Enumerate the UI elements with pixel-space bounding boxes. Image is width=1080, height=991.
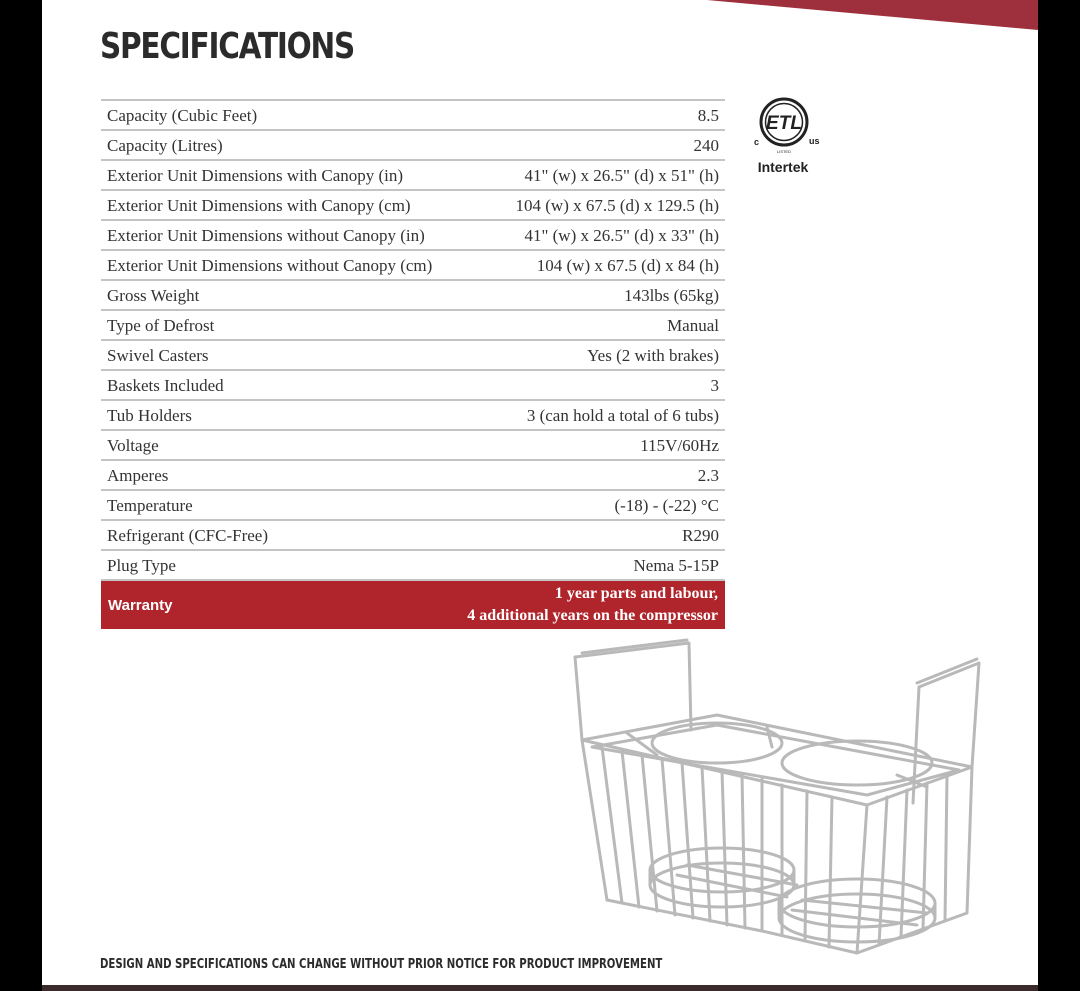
spec-row xyxy=(101,550,725,580)
spec-row xyxy=(101,520,725,550)
spec-value: 143lbs (65kg) xyxy=(451,280,725,310)
spec-value: Manual xyxy=(451,310,725,340)
page-title: SPECIFICATIONS xyxy=(100,26,355,67)
spec-value: 104 (w) x 67.5 (d) x 84 (h) xyxy=(451,250,725,280)
intertek-caption: Intertek xyxy=(757,159,809,175)
spec-label: Temperature xyxy=(101,490,451,520)
spec-value: 3 (can hold a total of 6 tubs) xyxy=(451,400,725,430)
specifications-table xyxy=(101,99,725,629)
etl-left-letter: c xyxy=(754,137,760,147)
spec-row xyxy=(101,130,725,160)
spec-value: 41" (w) x 26.5" (d) x 51" (h) xyxy=(451,160,725,190)
spec-value: 104 (w) x 67.5 (d) x 129.5 (h) xyxy=(451,190,725,220)
spec-row xyxy=(101,280,725,310)
spec-value: Yes (2 with brakes) xyxy=(451,340,725,370)
spec-value: 240 xyxy=(451,130,725,160)
warranty-value-line-1: 1 year parts and labour, xyxy=(554,585,718,602)
spec-row xyxy=(101,400,725,430)
spec-row xyxy=(101,490,725,520)
spec-row xyxy=(101,190,725,220)
spec-label: Amperes xyxy=(101,460,451,490)
bottom-decorative-stripe xyxy=(42,985,1038,991)
spec-label: Exterior Unit Dimensions without Canopy (cm) xyxy=(101,250,451,280)
spec-value: 115V/60Hz xyxy=(451,430,725,460)
etl-listed-text: LISTED xyxy=(776,149,792,154)
spec-row xyxy=(101,370,725,400)
spec-label: Plug Type xyxy=(101,550,451,580)
warranty-row xyxy=(101,580,725,629)
warranty-value-line-2: 4 additional years on the compressor xyxy=(467,607,718,624)
spec-value: 2.3 xyxy=(451,460,725,490)
spec-value: Nema 5-15P xyxy=(451,550,725,580)
spec-sheet-page xyxy=(42,0,1038,991)
spec-value: R290 xyxy=(451,520,725,550)
spec-label: Type of Defrost xyxy=(101,310,451,340)
warranty-value xyxy=(451,580,725,629)
spec-value: 41" (w) x 26.5" (d) x 33" (h) xyxy=(451,220,725,250)
spec-value: 3 xyxy=(451,370,725,400)
spec-label: Exterior Unit Dimensions without Canopy (in) xyxy=(101,220,451,250)
spec-label: Gross Weight xyxy=(101,280,451,310)
spec-label: Swivel Casters xyxy=(101,340,451,370)
warranty-section xyxy=(101,580,725,629)
spec-label: Capacity (Cubic Feet) xyxy=(101,100,451,130)
spec-label: Exterior Unit Dimensions with Canopy (in) xyxy=(101,160,451,190)
etl-right-letter: us xyxy=(809,136,820,146)
spec-value: (-18) - (-22) °C xyxy=(451,490,725,520)
spec-label: Capacity (Litres) xyxy=(101,130,451,160)
footer-disclaimer: DESIGN AND SPECIFICATIONS CAN CHANGE WITHOUT PRIOR NOTICE FOR PRODUCT IMPROVEMENT xyxy=(100,957,663,972)
warranty-label: Warranty xyxy=(101,580,451,629)
spec-row xyxy=(101,160,725,190)
spec-label: Baskets Included xyxy=(101,370,451,400)
spec-row xyxy=(101,220,725,250)
spec-row xyxy=(101,340,725,370)
spec-row xyxy=(101,310,725,340)
spec-label: Refrigerant (CFC-Free) xyxy=(101,520,451,550)
spec-row xyxy=(101,460,725,490)
spec-value: 8.5 xyxy=(451,100,725,130)
spec-label: Voltage xyxy=(101,430,451,460)
spec-row xyxy=(101,100,725,130)
wire-basket-illustration xyxy=(567,635,987,970)
spec-label: Tub Holders xyxy=(101,400,451,430)
specifications-table-body xyxy=(101,100,725,580)
spec-row xyxy=(101,430,725,460)
spec-label: Exterior Unit Dimensions with Canopy (cm) xyxy=(101,190,451,220)
etl-mark-text: ETL xyxy=(766,113,802,134)
spec-row xyxy=(101,250,725,280)
